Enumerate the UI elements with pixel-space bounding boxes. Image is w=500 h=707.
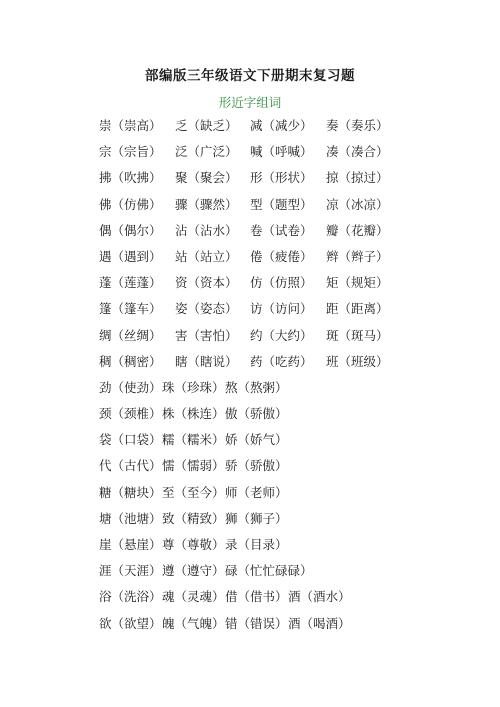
word-row <box>0 430 500 456</box>
word-entry: 酒（喝酒） <box>288 615 351 631</box>
word-entry: 沾（沾水） <box>175 222 238 238</box>
word-entry: 魄（气魄） <box>162 615 225 631</box>
word-entry: 泛（广泛） <box>175 144 238 160</box>
word-row <box>0 535 500 561</box>
word-entry: 遵（遵守） <box>162 563 225 579</box>
word-entry: 斑（斑马） <box>326 327 389 343</box>
word-entry: 聚（聚会） <box>175 170 238 186</box>
word-entry: 狮（狮子） <box>225 510 288 526</box>
document-title: 部编版三年级语文下册期末复习题 <box>145 68 355 84</box>
word-entry: 形（形状） <box>250 170 313 186</box>
word-entry: 辫（辫子） <box>326 248 389 264</box>
word-entry: 仿（仿照） <box>250 275 313 291</box>
word-entry: 瓣（花瓣） <box>326 222 389 238</box>
word-entry: 访（访问） <box>250 301 313 317</box>
word-entry: 错（错误） <box>225 615 288 631</box>
word-row <box>0 221 500 247</box>
word-entry: 站（站立） <box>175 248 238 264</box>
word-row <box>0 352 500 378</box>
word-entry: 凑（凑合） <box>326 144 389 160</box>
word-row <box>0 509 500 535</box>
word-row <box>0 587 500 613</box>
word-entry: 尊（尊敬） <box>162 537 225 552</box>
word-row <box>0 614 500 640</box>
word-entry: 凉（冰凉） <box>326 196 389 212</box>
word-row <box>0 299 500 325</box>
section-subtitle: 形近字组词 <box>218 95 282 110</box>
word-entry: 喊（呼喊） <box>250 144 313 160</box>
word-entry: 拂（吹拂） <box>99 170 162 186</box>
word-row <box>0 378 500 404</box>
word-entry: 乏（缺乏） <box>175 118 238 133</box>
word-entry: 娇（娇气） <box>225 432 288 448</box>
word-row <box>0 116 500 142</box>
word-entry: 瞎（瞎说） <box>175 353 238 369</box>
word-entry: 矩（规矩） <box>326 275 389 291</box>
word-entry: 害（害怕） <box>175 327 238 343</box>
word-entry: 宗（宗旨） <box>99 144 162 160</box>
word-entry: 距（距离） <box>326 301 389 317</box>
word-entry: 塘（池塘） <box>99 510 162 526</box>
word-entry: 糖（糖块） <box>99 484 162 500</box>
word-row <box>0 195 500 221</box>
word-row <box>0 561 500 587</box>
word-row <box>0 456 500 482</box>
word-row <box>0 273 500 299</box>
word-entry: 稠（稠密） <box>99 353 162 369</box>
word-entry: 株（株连） <box>162 406 225 422</box>
word-entry: 偶（偶尔） <box>99 222 162 238</box>
word-entry: 药（吃药） <box>250 353 313 369</box>
word-entry: 致（精致） <box>162 510 225 526</box>
word-row <box>0 168 500 194</box>
word-entry: 珠（珍珠） <box>162 379 225 395</box>
word-entry: 绸（丝绸） <box>99 327 162 343</box>
word-entry: 师（老师） <box>225 484 288 500</box>
word-entry: 奏（奏乐） <box>326 118 389 133</box>
word-entry: 遇（遇到） <box>99 248 162 264</box>
word-row <box>0 483 500 509</box>
word-entry: 至（至今） <box>162 484 225 500</box>
word-entry: 卷（试卷） <box>250 222 313 238</box>
word-entry: 崇（崇高） <box>99 118 162 133</box>
word-entry: 掠（掠过） <box>326 170 389 186</box>
word-entry: 佛（仿佛） <box>99 196 162 212</box>
word-row <box>0 247 500 273</box>
word-row <box>0 326 500 352</box>
word-entry: 班（班级） <box>326 353 389 369</box>
word-row <box>0 142 500 168</box>
word-entry: 约（大约） <box>250 327 313 343</box>
word-entry: 蓬（莲蓬） <box>99 275 162 291</box>
word-entry: 傲（骄傲） <box>225 406 288 422</box>
word-entry: 颈（颈椎） <box>99 406 162 422</box>
word-entry: 代（古代） <box>99 458 162 474</box>
word-entry: 懦（懦弱） <box>162 458 225 474</box>
word-entry: 型（题型） <box>250 196 313 212</box>
word-entry: 骤（骤然） <box>175 196 238 212</box>
word-entry: 欲（欲望） <box>99 615 162 631</box>
word-entry: 酒（酒水） <box>288 589 351 605</box>
word-entry: 涯（天涯） <box>99 563 162 579</box>
word-entry: 糯（糯米） <box>162 432 225 448</box>
word-entry: 劲（使劲） <box>99 379 162 395</box>
word-entry: 骄（骄傲） <box>225 458 288 474</box>
word-entry: 熬（熬粥） <box>225 379 288 395</box>
word-row <box>0 404 500 430</box>
word-entry: 浴（洗浴） <box>99 589 162 605</box>
word-entry: 录（目录） <box>225 537 288 552</box>
word-entry: 姿（姿态） <box>175 301 238 317</box>
word-entry: 崖（悬崖） <box>99 537 162 552</box>
word-list <box>0 116 500 640</box>
word-entry: 倦（疲倦） <box>250 248 313 264</box>
word-entry: 篷（篷车） <box>99 301 162 317</box>
word-entry: 袋（口袋） <box>99 432 162 448</box>
word-entry: 资（资本） <box>175 275 238 291</box>
word-entry: 借（借书） <box>225 589 288 605</box>
word-entry: 魂（灵魂） <box>162 589 225 605</box>
word-entry: 减（减少） <box>250 118 313 133</box>
word-entry: 碌（忙忙碌碌） <box>225 563 313 579</box>
